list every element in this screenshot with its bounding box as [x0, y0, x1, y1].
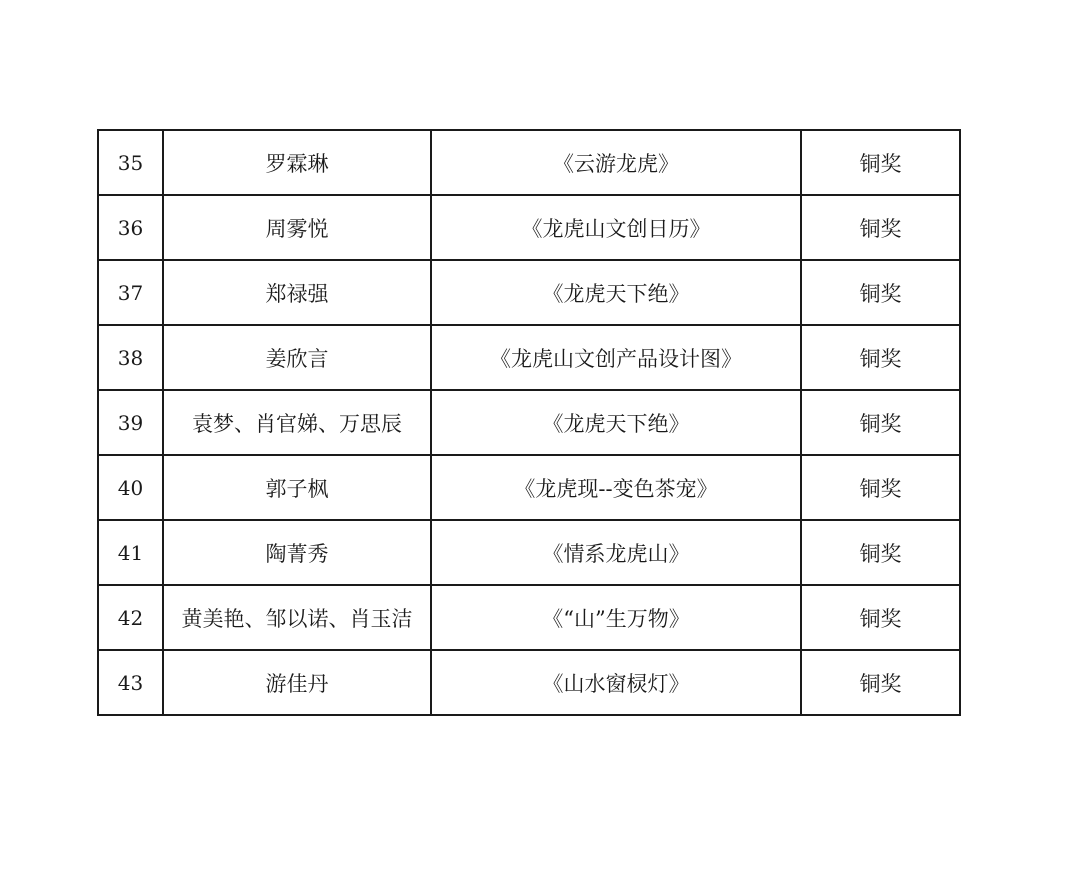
row-number-cell: 38 [98, 325, 163, 390]
row-number-cell: 36 [98, 195, 163, 260]
award-cell: 铜奖 [801, 455, 960, 520]
work-title-cell: 《龙虎山文创日历》 [431, 195, 801, 260]
table-row [98, 260, 960, 325]
award-cell: 铜奖 [801, 585, 960, 650]
award-cell: 铜奖 [801, 195, 960, 260]
work-title-cell: 《龙虎天下绝》 [431, 390, 801, 455]
award-cell: 铜奖 [801, 390, 960, 455]
work-title-cell: 《云游龙虎》 [431, 130, 801, 195]
work-title-cell: 《龙虎现--变色茶宠》 [431, 455, 801, 520]
author-cell: 黄美艳、邹以诺、肖玉洁 [163, 585, 431, 650]
author-cell: 郑禄强 [163, 260, 431, 325]
row-number-cell: 35 [98, 130, 163, 195]
award-cell: 铜奖 [801, 130, 960, 195]
table-row [98, 650, 960, 715]
table-row [98, 130, 960, 195]
work-title-cell: 《山水窗棂灯》 [431, 650, 801, 715]
award-cell: 铜奖 [801, 520, 960, 585]
award-cell: 铜奖 [801, 325, 960, 390]
row-number-cell: 39 [98, 390, 163, 455]
table-row [98, 195, 960, 260]
row-number-cell: 43 [98, 650, 163, 715]
work-title-cell: 《龙虎天下绝》 [431, 260, 801, 325]
author-cell: 周雾悦 [163, 195, 431, 260]
table-row [98, 390, 960, 455]
award-cell: 铜奖 [801, 650, 960, 715]
author-cell: 游佳丹 [163, 650, 431, 715]
table-row [98, 520, 960, 585]
work-title-cell: 《“山”生万物》 [431, 585, 801, 650]
table-row [98, 325, 960, 390]
row-number-cell: 41 [98, 520, 163, 585]
author-cell: 罗霖琳 [163, 130, 431, 195]
work-title-cell: 《情系龙虎山》 [431, 520, 801, 585]
author-cell: 陶菁秀 [163, 520, 431, 585]
table-row [98, 455, 960, 520]
author-cell: 郭子枫 [163, 455, 431, 520]
award-cell: 铜奖 [801, 260, 960, 325]
row-number-cell: 37 [98, 260, 163, 325]
award-table [97, 129, 961, 716]
work-title-cell: 《龙虎山文创产品设计图》 [431, 325, 801, 390]
author-cell: 姜欣言 [163, 325, 431, 390]
award-table-body [98, 130, 960, 715]
row-number-cell: 40 [98, 455, 163, 520]
table-row [98, 585, 960, 650]
author-cell: 袁梦、肖官娣、万思辰 [163, 390, 431, 455]
row-number-cell: 42 [98, 585, 163, 650]
